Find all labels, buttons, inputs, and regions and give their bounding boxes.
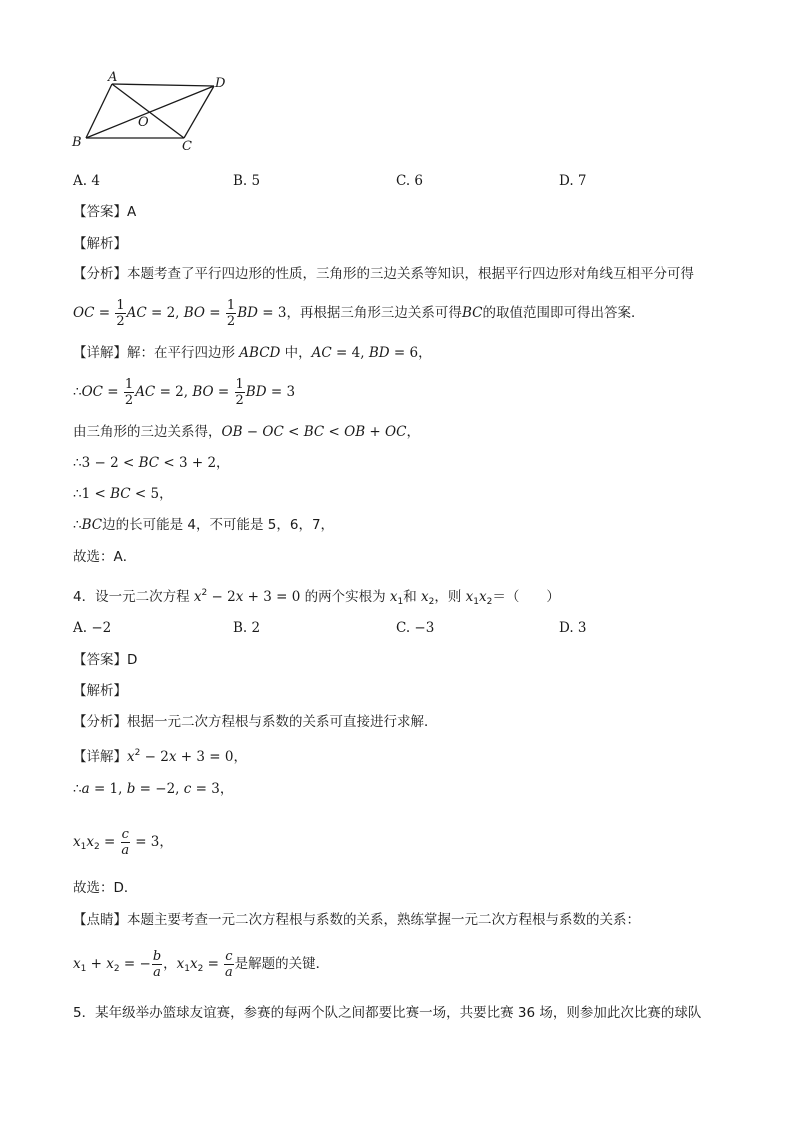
q3-detail-line: 【详解】解：在平行四边形 ABCD 中，AC = 4, BD = 6，: [73, 345, 432, 361]
q4-dianjing: 【点睛】本题主要考查一元二次方程根与系数的关系，熟练掌握一元二次方程根与系数的关系：: [73, 912, 640, 928]
q3-triangle-inequality: 由三角形的三边关系得，OB − OC < BC < OB + OC，: [73, 424, 420, 440]
q4-fenxi: 【分析】根据一元二次方程根与系数的关系可直接进行求解．: [73, 714, 438, 730]
q3-fenxi-formula-line: OC = $\frac{1}{2}$ AC = 2, BO = $\frac{1}{2}$ BD = 3，再根据三角形三边关系可得BC的取值范围即可得出答案．: [73, 297, 645, 329]
q4-option-d: D. 3: [559, 620, 587, 636]
q3-fenxi-tail: ，再根据三角形三边关系可得: [286, 305, 462, 321]
q4-choose: 故选：D．: [73, 880, 138, 896]
q3-option-d: D. 7: [559, 173, 587, 189]
q4-detail-line: 【详解】$x^2 - 2x + 3 = 0$，: [73, 748, 247, 765]
q3-option-b: B. 5: [233, 173, 261, 189]
q3-analysis-heading: 【解析】: [73, 236, 127, 252]
q3-option-a: A. 4: [73, 173, 100, 189]
q4-option-c: C. −3: [396, 620, 435, 636]
q3-fenxi-end: 的取值范围即可得出答案．: [482, 305, 645, 321]
q3-option-c: C. 6: [396, 173, 424, 189]
side-ad: [112, 84, 214, 86]
q3-fenxi: 【分析】本题考查了平行四边形的性质，三角形的三边关系等知识，根据平行四边形对角线互相平分可得: [73, 266, 694, 282]
side-dc: [184, 86, 214, 138]
q4-option-a: A. −2: [73, 620, 112, 636]
q3-range-line-2: ∴1 < BC < 5，: [73, 486, 173, 502]
parallelogram-figure: [60, 66, 240, 158]
q4-stem: 4．设一元二次方程 $x^2 - 2x + 3 = 0$ 的两个实根为 $x_1$和 $x_2$，则 $x_1x_2=$（ ）: [73, 588, 560, 607]
q4-coefficients: ∴a = 1, b = −2, c = 3，: [73, 781, 234, 797]
q3-answer: 【答案】A: [73, 204, 137, 220]
q3-range-line-1: ∴3 − 2 < BC < 3 + 2，: [73, 455, 230, 471]
q4-answer: 【答案】D: [73, 652, 138, 668]
q5-stem: 5．某年级举办篮球友谊赛，参赛的每两个队之间都要比赛一场，共要比赛 36 场，则参加此次比赛的球队: [73, 1005, 702, 1021]
label-b: B: [72, 135, 82, 150]
q4-key-formula: $x_1 + x_2$ = − $\frac{b}{a}$ ，$x_1x_2$ = $\frac{c}{a}$ 是解题的关键．: [73, 948, 330, 980]
q3-conclusion: ∴BC边的长可能是 4，不可能是 5，6，7，: [73, 517, 335, 533]
diagonal-bd: [86, 86, 214, 138]
label-d: D: [215, 76, 226, 91]
side-ab: [86, 84, 112, 138]
label-o: O: [138, 115, 149, 130]
label-a: A: [108, 70, 118, 85]
q3-choose: 故选：A．: [73, 549, 137, 565]
q4-option-b: B. 2: [233, 620, 261, 636]
label-c: C: [182, 139, 192, 154]
q3-therefore-oc-bo: ∴OC = $\frac{1}{2}$ AC = 2, BO = $\frac{1}{2}$ BD = 3: [73, 376, 296, 408]
q4-product-formula: $x_1x_2$ = $\frac{c}{a}$ = 3，: [73, 826, 173, 858]
q4-analysis-heading: 【解析】: [73, 683, 127, 699]
